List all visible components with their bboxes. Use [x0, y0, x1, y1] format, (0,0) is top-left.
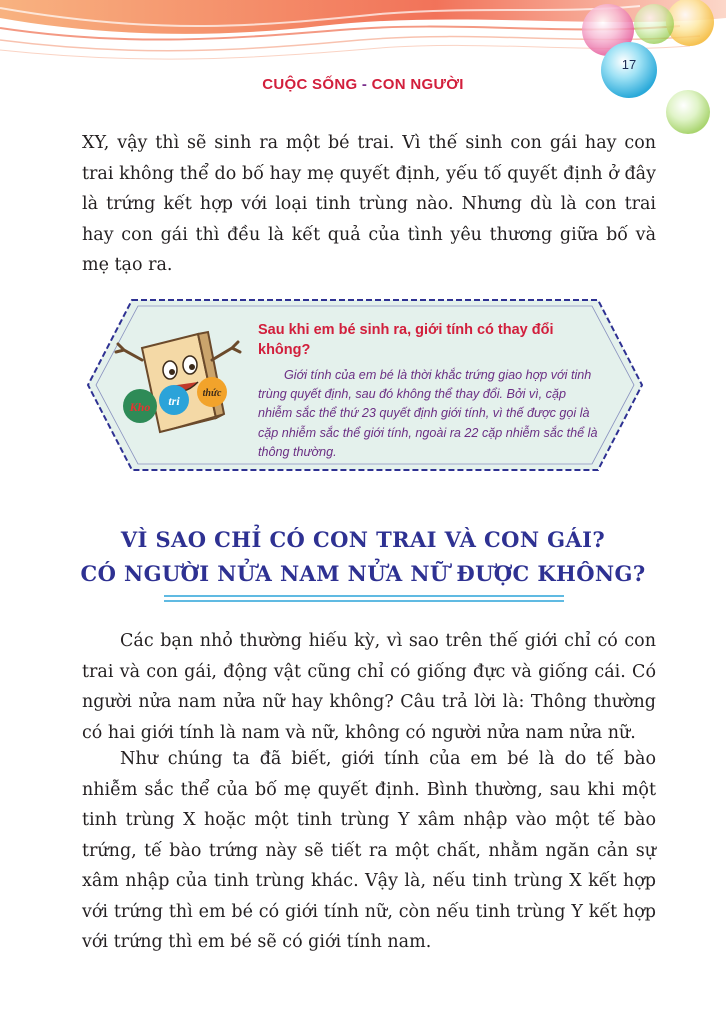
body-paragraph-1: Các bạn nhỏ thường hiếu kỳ, vì sao trên thế giới chỉ có con trai và con gái, động vật cũng chỉ có giống đực và giống cái. Có người nửa nam nửa nữ hay không? Câu trả lời là: Thông thường có hai giới tính là nam và nữ, không có người nửa nam nửa nữ. — [82, 631, 656, 743]
section-title-line1: VÌ SAO CHỈ CÓ CON TRAI VÀ CON GÁI? — [120, 527, 606, 552]
running-head — [0, 76, 726, 93]
intro-paragraph: XY, vậy thì sẽ sinh ra một bé trai. Vì thế sinh con gái hay con trai không thể do bố hay mẹ quyết định, yếu tố quyết định ở đây là trứng kết hợp với loại tinh trùng nào. Nhưng dù là con trai hay con gái thì đều là kết quả của tình yêu thương giữa bố và mẹ tạo ra. — [82, 133, 656, 275]
section-title-line2: CÓ NGƯỜI NỬA NAM NỬA NỮ ĐƯỢC KHÔNG? — [80, 561, 646, 586]
title-underline — [164, 594, 564, 604]
badge-word-2: tri — [168, 394, 180, 408]
knowledge-answer: Giới tính của em bé là thời khắc trứng giao hợp với tinh trùng quyết định, sau đó không thể thay đổi. Bởi vì, cặp nhiễm sắc thể thứ 23 quyết định giới tính, vì thế được gọi là cặp nhiễm sắc thể giới tính, ngoài ra 22 cặp nhiễm sắc thể là thông thường. — [258, 368, 598, 459]
running-head-part1: CUỘC SỐNG — [262, 76, 358, 93]
badge-word-3: thức — [202, 388, 222, 399]
body-paragraph-2: Như chúng ta đã biết, giới tính của em bé là do tế bào nhiễm sắc thể của bố mẹ quyết định. Bình thường, sau khi một tinh trùng X hoặc một tinh trùng Y xâm nhập vào một tế bào trứng, tế bào trứng này sẽ tiết ra một chất, nhằm ngăn cản sự xâm nhập của tinh trùng khác. Vậy là, nếu tinh trùng X kết hợp với trứng thì em bé có giới tính nữ, còn nếu tinh trùng Y kết hợp với trứng thì em bé sẽ có giới tính nam. — [82, 749, 656, 952]
page-number: 17 — [621, 57, 637, 72]
knowledge-box-content — [258, 320, 598, 462]
running-head-separator: - — [357, 76, 372, 93]
badge-word-1: Kho — [129, 400, 151, 414]
knowledge-question: Sau khi em bé sinh ra, giới tính có thay đổi không? — [258, 322, 554, 358]
running-head-part2: CON NGƯỜI — [371, 76, 464, 93]
book-mascot-icon — [112, 320, 242, 445]
